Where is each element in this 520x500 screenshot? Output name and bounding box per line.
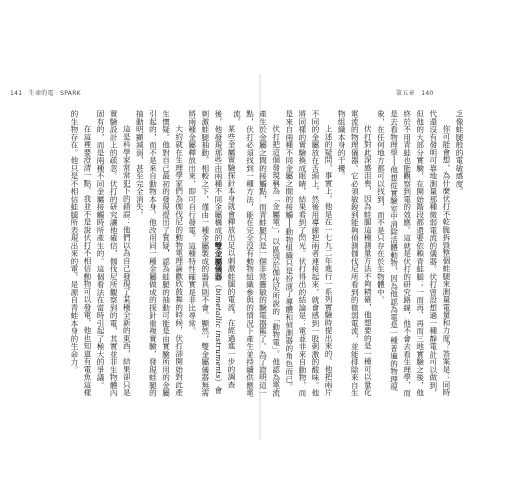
- paragraph-text: 某些金屬實驗探針本身就會釋放出足以刺激蛙腿的電流，在經過進一步的調查後，他發現那些由兩種不同金屬構成的: [213, 110, 236, 389]
- left-page-text: [60, 110, 238, 400]
- paragraph: 上述的疑問，事實上，他是在一七九二年進行一系列實驗時提出來的。他把兩片不同的金屬放在舌頭上，然後用導線把兩者連接起來，就會感到一股刺激的酸味。他將同樣的實驗換成眼睛，結果看到了閃光。伏打得出的結論是：電並非來自動物，而是來自兩種不同金屬之間的接觸──動物組織只是扮演了導體和偵測器的角色而已。: [284, 110, 334, 397]
- paragraph: 你可能會想，為什麼伏打不乾脆拆毀整個蛙腿來測量電量和力度？答案是：同時代還沒有發明可靠地測量那種微弱電流的儀器。伏打曾設想過一種靜電計可以做到，但他的大部分實驗，在開始階段都還要依賴青蛙腿；一而再、再而三地實驗之後，他終於不用青蛙也能觀察到電的效應。這就是伏打的研究路線，他不會去看生理學，而是去看物理學──他想從實驗室中消除活體動物，因為他認為電是一種普遍的物理現象，在任何地方都可以找到，而不是只存在於生物體中。: [376, 110, 451, 397]
- paragraph: 乏像蛙腿般的電敏感度。: [455, 110, 464, 196]
- italic-term: bimetallic instruments: [213, 288, 223, 379]
- right-running-header: 第五章 140: [396, 90, 434, 97]
- bold-term: 雙金屬儀器: [213, 241, 223, 281]
- paragraph: [186, 110, 238, 400]
- paragraph: 伏打把這個發現稱為「金屬電」，以區別於伽伐尼所說的「動物電」。他認為電流產生於金屬之間的接觸點，而青蛙腿只是一個非常靈敏的驗電器罷了。為了證明這一點，伏打必須找到一種方法，能在完全沒有動物組織參與的情況下產生並持續供應電流。: [232, 110, 281, 397]
- paren-open: （: [213, 280, 223, 289]
- paragraph-text-tail: ）會刺激蛙腿抽動。相較之下，僅由一種金屬製成的器具則不會。顯然，雙金屬儀器無需將兩種金屬釋放出來，即可自行發電。這種特性確實是非比尋常。: [187, 110, 223, 397]
- paragraph: 這是科學家常常犯下的錯誤：他們以為自己發現了某種全新的東西，結果卻只是實驗設計上的疏忽。伏打的研究讓他確信，伽伐尼所觀察到的電，其實並非生物體內固有的，而是兩種不同金屬接觸時所產生的。這個看法在當時引起了極大的爭議。: [96, 110, 132, 397]
- paragraph: 在這裡要澄清一點，我並不是說伏打不相信動物可以發電，他也知道有電魚這樣的生物存在。他只是不相信蛙腿所表現出來的電，是源自青蛙本身的生命力。: [69, 110, 92, 397]
- right-page-text: [232, 110, 466, 400]
- left-running-header: 141 生命的電 SPARK: [10, 90, 81, 97]
- paragraph: 大約就在生理學家們為伽伐尼的動物電理論歡欣鼓舞的時候，伏打卻開始對此產生懷疑。他對自己最初的發現提出了質疑，認為蛙腿的抽動可能是由實驗所用的金屬引起的，而不是來自動物本身。他改用同一種金屬做成的探針重複實驗，發現蛙腿的抽動明顯減弱，甚至完全消失。: [135, 110, 184, 397]
- paragraph: 伏打對此深感沮喪，因為蛙腿這種測量方法不夠精確，他想要的是一種可以量化電流的物理儀器。它必須敏銳到能夠偵測伽伐尼所看到的微弱電流，並能排除來自生物組織本身的干擾。: [337, 110, 373, 397]
